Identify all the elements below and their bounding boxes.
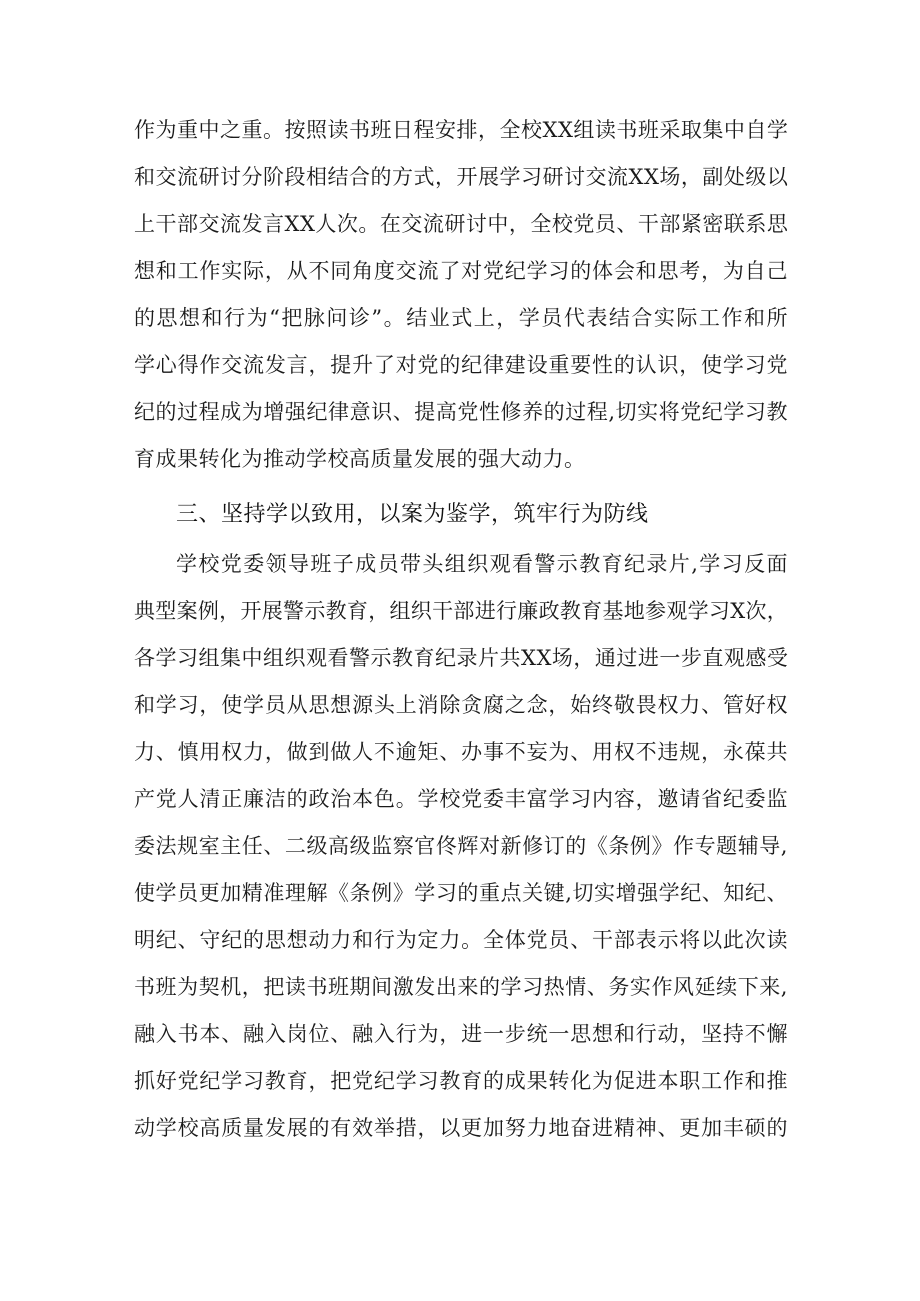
paragraph-2-line: 使学员更加精准理解《条例》学习的重点关键,切实增强学纪、知纪、 <box>134 881 788 905</box>
paragraph-2-line: 和学习，使学员从思想源头上消除贪腐之念，始终敬畏权力、管好权 <box>134 693 788 717</box>
section-heading: 三、坚持学以致用，以案为鉴学，筑牢行为防线 <box>176 502 649 527</box>
paragraph-2-line: 动学校高质量发展的有效举措，以更加努力地奋进精神、更加丰硕的 <box>134 1116 788 1140</box>
paragraph-2-line: 明纪、守纪的思想动力和行为定力。全体党员、干部表示将以此次读 <box>134 928 788 952</box>
paragraph-2-line: 产党人清正廉洁的政治本色。学校党委丰富学习内容，邀请省纪委监 <box>134 787 788 811</box>
paragraph-1-line: 学心得作交流发言，提升了对党的纪律建设重要性的认识，使学习党 <box>134 353 788 377</box>
paragraph-1-line: 上干部交流发言XX人次。在交流研讨中，全校党员、干部紧密联系思 <box>134 212 789 236</box>
paragraph-1-line: 纪的过程成为增强纪律意识、提高党性修养的过程,切实将党纪学习教 <box>134 400 788 424</box>
paragraph-2-line: 融入书本、融入岗位、融入行为，进一步统一思想和行动，坚持不懈 <box>134 1022 788 1046</box>
paragraph-2-line: 典型案例，开展警示教育，组织干部进行廉政教育基地参观学习X次， <box>134 599 788 623</box>
paragraph-1-line: 育成果转化为推动学校高质量发展的强大动力。 <box>134 447 586 471</box>
paragraph-2-line: 力、慎用权力，做到做人不逾矩、办事不妄为、用权不违规，永葆共 <box>134 740 788 764</box>
paragraph-2-line: 各学习组集中组织观看警示教育纪录片共XX场，通过进一步直观感受 <box>134 646 789 670</box>
paragraph-1-line: 的思想和行为“把脉问诊”。结业式上，学员代表结合实际工作和所 <box>134 306 788 330</box>
paragraph-1-line: 想和工作实际，从不同角度交流了对党纪学习的体会和思考，为自己 <box>134 259 788 283</box>
paragraph-1-line: 和交流研讨分阶段相结合的方式，开展学习研讨交流XX场，副处级以 <box>134 165 789 189</box>
paragraph-2-line: 书班为契机，把读书班期间激发出来的学习热情、务实作风延续下来, <box>134 975 788 999</box>
paragraph-1-line: 作为重中之重。按照读书班日程安排，全校XX组读书班采取集中自学 <box>134 118 789 142</box>
paragraph-2-line: 委法规室主任、二级高级监察官佟辉对新修订的《条例》作专题辅导, <box>134 834 788 858</box>
paragraph-2-line: 抓好党纪学习教育，把党纪学习教育的成果转化为促进本职工作和推 <box>134 1069 788 1093</box>
paragraph-2-line: 学校党委领导班子成员带头组织观看警示教育纪录片,学习反面 <box>176 552 788 576</box>
